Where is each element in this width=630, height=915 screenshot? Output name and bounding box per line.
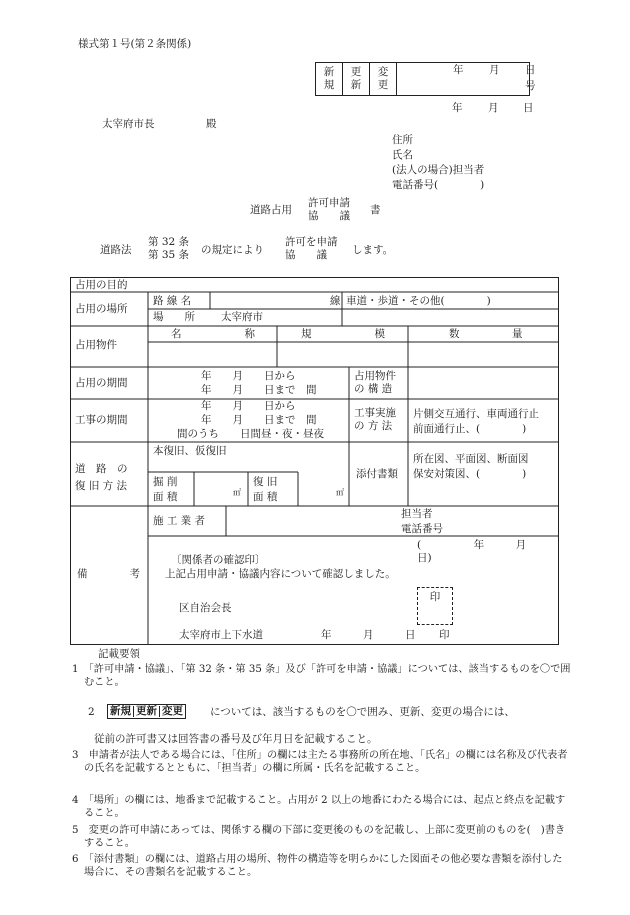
type-koshin: 更 新 <box>343 63 370 96</box>
district-head: 区自治会長 <box>179 602 232 614</box>
note-3: 3 申請者が法人である場合には、「住所」の欄には主たる事務所の所在地、「氏名」の欄には名称及び代表者の氏名を記載するとともに、「担当者」の欄に所属・氏名を記載すること。 <box>72 750 568 774</box>
excavation-label: 掘 削 面 積 <box>153 476 178 503</box>
route-label: 路 線 名 <box>153 295 192 307</box>
period-line2: 年 月 日まで 間 <box>201 384 317 396</box>
seal-mark: 印 <box>429 591 441 603</box>
note-5: 5 変更の許可申請にあっては、関係する欄の下部に変更後のものを記載し、上部に変更前のものを( )書きすること。 <box>72 825 566 849</box>
excavation-unit: ㎡ <box>233 488 241 497</box>
statement-end: します。 <box>352 244 394 256</box>
water-seal: 印 <box>439 629 450 641</box>
application-table <box>70 277 559 645</box>
title-options: 許可申請 協 議 <box>308 197 350 222</box>
applicant-block <box>392 133 484 193</box>
statement-law: 道路法 <box>100 244 132 256</box>
restoration-unit: ㎡ <box>336 488 344 497</box>
work-line1: 年 月 日から <box>201 400 296 412</box>
statement-articles: 第 32 条 第 35 条 <box>148 236 190 261</box>
statement-middle: の規定により <box>201 244 264 256</box>
object-label: 占用物件 <box>75 339 117 351</box>
structure-label: 占用物件 の 構 造 <box>354 370 396 395</box>
contractor-label: 施 工 業 者 <box>153 515 206 527</box>
note-6: 6 「添付書類」の欄には、道路占用の場所、物件の構造等を明らかにした図面その他必要な書類を添付した場合に、その書類名を記載すること。 <box>72 854 563 878</box>
type-shinki: 新 規 <box>316 63 343 96</box>
water-date: 年 月 日 <box>321 629 416 641</box>
form-label: 様式第１号(第２条関係) <box>78 38 192 50</box>
applicant-contact: (法人の場合)担当者 <box>392 164 485 176</box>
purpose-label: 占用の目的 <box>75 279 128 291</box>
note-4: 4 「場所」の欄には、地番まで記載すること。占用が 2 以上の地番にわたる場合には、起点と終点を記載すること。 <box>72 795 566 819</box>
attach-value: 所在図、平面図、断面図 保安対策図、( ) <box>413 453 529 480</box>
restoration-label: 復 旧 面 積 <box>253 476 278 503</box>
method-label: 工事実施 の 方 法 <box>354 407 396 432</box>
location-label: 場 所 <box>153 311 195 323</box>
remarks-label: 備 考 <box>77 568 140 580</box>
date-year: 年 <box>452 102 463 114</box>
road-type: 車道・歩道・その他( ) <box>346 295 491 307</box>
restore-value: 本復旧、仮復旧 <box>153 445 227 457</box>
work-line2: 年 月 日まで 間 <box>201 414 317 426</box>
confirm-title: 〔関係者の確認印〕 <box>171 554 266 566</box>
contractor-phone: 電話番号 <box>401 523 443 535</box>
location-value: 太宰府市 <box>221 311 263 323</box>
notes-heading: 記載要領 <box>98 648 140 660</box>
note-2-box: 新規 更新 変更 <box>107 704 186 719</box>
work-line3: 間のうち 日間昼・夜・昼夜 <box>177 428 324 440</box>
seal-box <box>417 587 453 625</box>
title-suffix: 書 <box>370 204 381 216</box>
note-2-text: については、該当するものを〇で囲み、更新、変更の場合には、 <box>210 706 515 718</box>
application-type-box <box>315 62 536 96</box>
applicant-name: 氏名 <box>392 149 413 161</box>
date-month: 月 <box>488 102 499 114</box>
contractor-date: ( 年 月 日) <box>417 539 558 565</box>
contractor-person: 担当者 <box>401 508 433 520</box>
note-2-number: 2 <box>88 706 95 718</box>
col-qty: 数 量 <box>449 328 523 340</box>
method-value: 片側交互通行、車両通行止 前面通行止、( ) <box>413 408 539 435</box>
period-line1: 年 月 日から <box>201 370 296 382</box>
place-label: 占用の場所 <box>75 303 128 315</box>
restore-label: 道 路 の 復 旧 方 法 <box>75 463 128 492</box>
note-1: 1 「許可申請・協議」、「第 32 条・第 35 条」及び「許可を申請・協議」については、該当するものを〇で囲むこと。 <box>72 664 571 688</box>
honorific: 殿 <box>206 118 217 130</box>
applicant-phone: 電話番号( ) <box>392 179 485 191</box>
confirm-text: 上記占用申請・協議内容について確認しました。 <box>165 568 396 580</box>
type-date-number: 年 月 日 号 <box>397 63 530 96</box>
title-prefix: 道路占用 <box>250 204 292 216</box>
note-2-cont: 従前の許可書又は回答書の番号及び年月日を記載すること。 <box>94 733 378 745</box>
statement-options: 許可を申請 協 議 <box>285 236 338 261</box>
date-day: 日 <box>523 102 534 114</box>
waterworks: 太宰府市上下水道 <box>179 629 263 641</box>
period-label: 占用の期間 <box>75 377 128 389</box>
addressee: 太宰府市長 <box>102 118 155 130</box>
col-spec: 規 模 <box>301 328 385 340</box>
applicant-address: 住所 <box>392 134 413 146</box>
col-name: 名 称 <box>171 328 255 340</box>
type-henko: 変 更 <box>370 63 397 96</box>
route-suffix: 線 <box>330 295 341 307</box>
attach-label: 添付書類 <box>356 468 398 480</box>
work-period-label: 工事の期間 <box>75 414 128 426</box>
